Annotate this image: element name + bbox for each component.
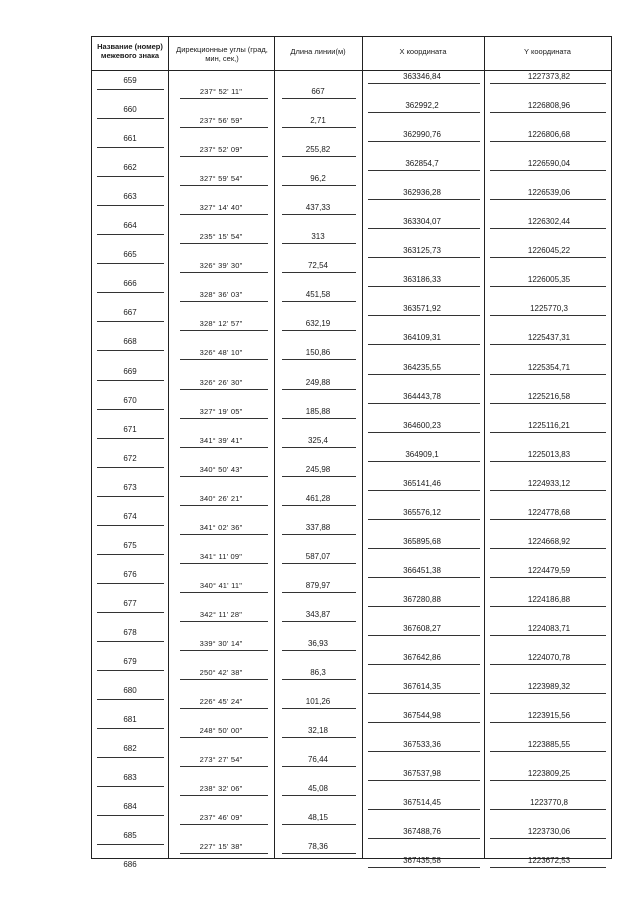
row-underline — [282, 156, 356, 157]
row-underline — [180, 476, 268, 477]
direction-angle: 248° 50' 00" — [199, 726, 243, 736]
row-underline — [97, 321, 164, 322]
y-coordinate: 1226539,06 — [527, 188, 571, 198]
row-underline — [97, 496, 164, 497]
row-underline — [97, 757, 164, 758]
row-underline — [368, 490, 480, 491]
row-underline — [368, 315, 480, 316]
line-length: 587,07 — [305, 551, 331, 561]
y-coordinate: 1223809,25 — [527, 769, 571, 779]
row-underline — [97, 350, 164, 351]
row-underline — [282, 214, 356, 215]
marker-name: 682 — [123, 744, 137, 754]
row-underline — [490, 490, 606, 491]
header-divider — [92, 70, 611, 71]
row-underline — [490, 693, 606, 694]
marker-name: 662 — [123, 163, 137, 173]
row-underline — [97, 147, 164, 148]
row-underline — [282, 127, 356, 128]
marker-name: 671 — [123, 424, 137, 434]
row-underline — [282, 243, 356, 244]
row-underline — [282, 185, 356, 186]
y-coordinate: 1223915,56 — [527, 711, 571, 721]
direction-angle: 250° 42' 38" — [199, 668, 243, 677]
direction-angle: 326° 39' 30" — [199, 261, 243, 271]
row-underline — [97, 438, 164, 439]
row-underline — [282, 98, 356, 99]
row-underline — [282, 795, 356, 796]
x-coordinate: 367544,98 — [403, 711, 441, 721]
row-underline — [282, 708, 356, 709]
x-coordinate: 364600,23 — [403, 420, 441, 430]
y-coordinate: 1224479,59 — [527, 565, 571, 575]
marker-name: 661 — [123, 134, 137, 144]
y-coordinate: 1226806,68 — [527, 130, 571, 140]
direction-angle: 328° 36' 03" — [199, 290, 243, 300]
line-length: 86,3 — [310, 668, 326, 677]
column-divider — [274, 37, 275, 858]
line-length: 667 — [311, 87, 325, 96]
row-underline — [180, 824, 268, 825]
marker-name: 660 — [123, 105, 137, 115]
marker-name: 686 — [123, 860, 137, 870]
row-underline — [368, 83, 480, 84]
row-underline — [368, 199, 480, 200]
row-underline — [490, 838, 606, 839]
y-coordinate: 1224186,88 — [527, 594, 571, 604]
direction-angle: 341° 02' 36" — [199, 522, 243, 532]
marker-name: 659 — [123, 76, 137, 85]
direction-angle: 328° 12' 57" — [199, 319, 243, 329]
direction-angle: 237° 46' 09" — [199, 813, 243, 823]
row-underline — [97, 263, 164, 264]
direction-angle: 327° 19' 05" — [199, 406, 243, 416]
marker-name: 684 — [123, 802, 137, 812]
line-length: 78,36 — [307, 842, 329, 852]
row-underline — [490, 403, 606, 404]
x-coordinate: 367614,35 — [403, 682, 441, 692]
x-coordinate: 365141,46 — [403, 478, 441, 488]
row-underline — [368, 838, 480, 839]
row-underline — [490, 315, 606, 316]
marker-name: 665 — [123, 250, 137, 260]
x-coordinate: 365895,68 — [403, 536, 441, 546]
row-underline — [490, 141, 606, 142]
x-coordinate: 363571,92 — [403, 304, 441, 314]
row-underline — [368, 606, 480, 607]
direction-angle: 273° 27' 54" — [199, 755, 243, 765]
y-coordinate: 1223730,06 — [527, 827, 571, 837]
header-x: X координата — [399, 47, 447, 56]
x-coordinate: 363346,84 — [403, 72, 441, 81]
marker-name: 674 — [123, 511, 137, 521]
line-length: 72,54 — [307, 261, 329, 271]
row-underline — [180, 447, 268, 448]
row-underline — [368, 635, 480, 636]
marker-name: 670 — [123, 395, 137, 405]
row-underline — [282, 389, 356, 390]
y-coordinate: 1225770,3 — [530, 304, 568, 314]
row-underline — [490, 112, 606, 113]
row-underline — [368, 344, 480, 345]
x-coordinate: 362990,76 — [403, 130, 441, 140]
line-length: 313 — [311, 232, 325, 242]
y-coordinate: 1224083,71 — [527, 623, 571, 633]
x-coordinate: 367280,88 — [403, 594, 441, 604]
row-underline — [97, 583, 164, 584]
marker-name: 667 — [123, 308, 137, 318]
row-underline — [180, 621, 268, 622]
direction-angle: 237° 52' 11" — [199, 87, 243, 96]
row-underline — [490, 809, 606, 810]
row-underline — [490, 374, 606, 375]
row-underline — [490, 519, 606, 520]
line-length: 245,98 — [305, 464, 331, 474]
row-underline — [97, 292, 164, 293]
row-underline — [490, 257, 606, 258]
row-underline — [368, 112, 480, 113]
header-length: Длина линии(м) — [290, 47, 346, 56]
row-underline — [490, 548, 606, 549]
y-coordinate: 1223770,8 — [530, 798, 568, 808]
row-underline — [180, 127, 268, 128]
row-underline — [97, 670, 164, 671]
row-underline — [282, 592, 356, 593]
row-underline — [282, 418, 356, 419]
marker-name: 685 — [123, 831, 137, 841]
direction-angle: 327° 59' 54" — [199, 174, 243, 184]
y-coordinate: 1224668,92 — [527, 536, 571, 546]
y-coordinate: 1226045,22 — [527, 246, 571, 256]
y-coordinate: 1225116,21 — [528, 420, 570, 430]
row-underline — [97, 118, 164, 119]
y-coordinate: 1224778,68 — [527, 507, 571, 517]
row-underline — [490, 228, 606, 229]
line-length: 150,86 — [305, 348, 331, 358]
row-underline — [97, 612, 164, 613]
row-underline — [97, 844, 164, 845]
row-underline — [490, 170, 606, 171]
row-underline — [282, 853, 356, 854]
line-length: 343,87 — [305, 609, 331, 619]
header-name: Название (номер) межевого знака — [97, 42, 163, 60]
y-coordinate: 1226590,04 — [527, 159, 571, 169]
row-underline — [368, 432, 480, 433]
row-underline — [180, 418, 268, 419]
direction-angle: 226° 45' 24" — [199, 697, 243, 707]
row-underline — [490, 606, 606, 607]
y-coordinate: 1226005,35 — [527, 275, 571, 285]
y-coordinate: 1223672,53 — [527, 856, 571, 866]
row-underline — [180, 214, 268, 215]
row-underline — [180, 330, 268, 331]
row-underline — [180, 301, 268, 302]
direction-angle: 326° 48' 10" — [199, 348, 243, 358]
x-coordinate: 362992,2 — [405, 101, 439, 111]
x-coordinate: 367435,58 — [403, 856, 441, 866]
x-coordinate: 364909,1 — [405, 449, 439, 459]
marker-name: 679 — [123, 657, 137, 666]
line-length: 2,71 — [310, 116, 326, 126]
row-underline — [180, 359, 268, 360]
row-underline — [368, 722, 480, 723]
marker-name: 683 — [123, 773, 137, 783]
direction-angle: 237° 56' 59" — [199, 116, 243, 126]
y-coordinate: 1225216,58 — [527, 391, 571, 401]
row-underline — [180, 592, 268, 593]
row-underline — [368, 519, 480, 520]
row-underline — [97, 409, 164, 410]
row-underline — [180, 272, 268, 273]
marker-name: 664 — [123, 221, 137, 231]
row-underline — [282, 272, 356, 273]
x-coordinate: 364235,55 — [403, 362, 441, 372]
row-underline — [180, 766, 268, 767]
row-underline — [282, 679, 356, 680]
marker-name: 678 — [123, 627, 137, 637]
row-underline — [180, 156, 268, 157]
line-length: 437,33 — [305, 203, 331, 213]
row-underline — [97, 234, 164, 235]
marker-name: 680 — [123, 686, 137, 696]
row-underline — [368, 170, 480, 171]
row-underline — [490, 635, 606, 636]
row-underline — [490, 432, 606, 433]
row-underline — [368, 577, 480, 578]
y-coordinate: 1225354,71 — [527, 362, 571, 372]
x-coordinate: 364443,78 — [403, 391, 441, 401]
row-underline — [97, 467, 164, 468]
marker-name: 666 — [123, 279, 137, 289]
row-underline — [490, 83, 606, 84]
direction-angle: 237° 52' 09" — [199, 145, 243, 155]
column-divider — [484, 37, 485, 858]
row-underline — [368, 257, 480, 258]
direction-angle: 235° 15' 54" — [199, 232, 243, 242]
column-divider — [168, 37, 169, 858]
row-underline — [368, 809, 480, 810]
row-underline — [368, 751, 480, 752]
x-coordinate: 362936,28 — [403, 188, 441, 198]
direction-angle: 227° 15' 38" — [199, 842, 243, 852]
y-coordinate: 1224933,12 — [527, 478, 571, 488]
line-length: 101,26 — [305, 697, 331, 707]
row-underline — [180, 679, 268, 680]
y-coordinate: 1223885,55 — [527, 740, 571, 750]
x-coordinate: 365576,12 — [403, 507, 441, 517]
y-coordinate: 1226302,44 — [527, 217, 571, 227]
direction-angle: 341° 39' 41" — [199, 435, 243, 445]
x-coordinate: 363125,73 — [403, 246, 441, 256]
marker-name: 676 — [123, 569, 137, 579]
row-underline — [180, 389, 268, 390]
direction-angle: 340° 50' 43" — [199, 464, 243, 474]
x-coordinate: 367642,86 — [403, 653, 441, 662]
row-underline — [282, 737, 356, 738]
row-underline — [282, 650, 356, 651]
line-length: 337,88 — [305, 522, 331, 532]
row-underline — [490, 199, 606, 200]
header-y: Y координата — [524, 47, 571, 56]
y-coordinate: 1225437,31 — [527, 333, 571, 343]
row-underline — [180, 708, 268, 709]
y-coordinate: 1224070,78 — [527, 653, 571, 662]
x-coordinate: 366451,38 — [403, 565, 441, 575]
row-underline — [490, 344, 606, 345]
line-length: 461,28 — [305, 493, 331, 503]
line-length: 249,88 — [305, 377, 331, 387]
row-underline — [490, 780, 606, 781]
row-underline — [490, 664, 606, 665]
x-coordinate: 364109,31 — [403, 333, 441, 343]
row-underline — [282, 330, 356, 331]
row-underline — [180, 563, 268, 564]
direction-angle: 342° 11' 28" — [199, 609, 243, 619]
row-underline — [282, 534, 356, 535]
row-underline — [282, 447, 356, 448]
row-underline — [180, 737, 268, 738]
direction-angle: 341° 11' 09" — [199, 551, 243, 561]
y-coordinate: 1227373,82 — [527, 72, 571, 81]
direction-angle: 238° 32' 06" — [199, 784, 243, 794]
y-coordinate: 1223989,32 — [527, 682, 571, 692]
row-underline — [180, 795, 268, 796]
direction-angle: 340° 26' 21" — [199, 493, 243, 503]
row-underline — [180, 98, 268, 99]
x-coordinate: 367514,45 — [403, 798, 441, 808]
x-coordinate: 367488,76 — [403, 827, 441, 837]
row-underline — [97, 176, 164, 177]
line-length: 185,88 — [305, 406, 331, 416]
row-underline — [368, 780, 480, 781]
row-underline — [97, 89, 164, 90]
y-coordinate: 1225013,83 — [527, 449, 571, 459]
row-underline — [180, 650, 268, 651]
x-coordinate: 367533,36 — [403, 740, 441, 750]
row-underline — [368, 374, 480, 375]
row-underline — [368, 461, 480, 462]
row-underline — [490, 577, 606, 578]
row-underline — [368, 286, 480, 287]
x-coordinate: 363304,07 — [403, 217, 441, 227]
row-underline — [490, 461, 606, 462]
row-underline — [490, 867, 606, 868]
row-underline — [368, 867, 480, 868]
row-underline — [97, 205, 164, 206]
row-underline — [490, 722, 606, 723]
line-length: 96,2 — [310, 174, 326, 184]
row-underline — [490, 286, 606, 287]
x-coordinate: 367537,98 — [403, 769, 441, 779]
line-length: 45,08 — [307, 784, 329, 794]
column-divider — [362, 37, 363, 858]
line-length: 48,15 — [307, 813, 329, 823]
x-coordinate: 362854,7 — [405, 159, 439, 169]
marker-name: 681 — [123, 715, 137, 725]
row-underline — [282, 505, 356, 506]
row-underline — [180, 505, 268, 506]
row-underline — [97, 699, 164, 700]
row-underline — [282, 824, 356, 825]
line-length: 255,82 — [305, 145, 331, 155]
direction-angle: 326° 26' 30" — [199, 377, 243, 387]
direction-angle: 327° 14' 40" — [199, 203, 243, 213]
row-underline — [97, 380, 164, 381]
row-underline — [282, 301, 356, 302]
row-underline — [97, 641, 164, 642]
row-underline — [282, 359, 356, 360]
line-length: 325,4 — [307, 435, 329, 445]
line-length: 32,18 — [307, 726, 329, 736]
x-coordinate: 367608,27 — [403, 623, 441, 633]
y-coordinate: 1226808,96 — [527, 101, 571, 111]
line-length: 879,97 — [305, 580, 331, 590]
marker-name: 663 — [123, 192, 137, 202]
row-underline — [282, 766, 356, 767]
row-underline — [180, 534, 268, 535]
marker-name: 672 — [123, 453, 137, 463]
line-length: 632,19 — [305, 319, 331, 329]
marker-name: 668 — [123, 337, 137, 347]
marker-name: 677 — [123, 598, 137, 608]
coordinates-table — [91, 36, 612, 870]
marker-name: 673 — [123, 482, 137, 492]
row-underline — [97, 728, 164, 729]
row-underline — [97, 815, 164, 816]
row-underline — [368, 664, 480, 665]
line-length: 36,93 — [307, 638, 329, 648]
x-coordinate: 363186,33 — [403, 275, 441, 285]
line-length: 451,58 — [305, 290, 331, 300]
row-underline — [180, 853, 268, 854]
row-underline — [368, 693, 480, 694]
row-underline — [282, 563, 356, 564]
marker-name: 675 — [123, 540, 137, 550]
row-underline — [368, 228, 480, 229]
row-underline — [282, 621, 356, 622]
row-underline — [97, 786, 164, 787]
row-underline — [97, 525, 164, 526]
row-underline — [180, 185, 268, 186]
row-underline — [368, 403, 480, 404]
row-underline — [368, 548, 480, 549]
direction-angle: 340° 41' 11" — [199, 580, 243, 590]
row-underline — [282, 476, 356, 477]
row-underline — [368, 141, 480, 142]
header-angle: Дирекционные углы (град, мин, сек,) — [176, 45, 268, 63]
row-underline — [490, 751, 606, 752]
row-underline — [180, 243, 268, 244]
row-underline — [97, 554, 164, 555]
marker-name: 669 — [123, 366, 137, 376]
direction-angle: 339° 30' 14" — [199, 638, 243, 648]
line-length: 76,44 — [307, 755, 329, 765]
